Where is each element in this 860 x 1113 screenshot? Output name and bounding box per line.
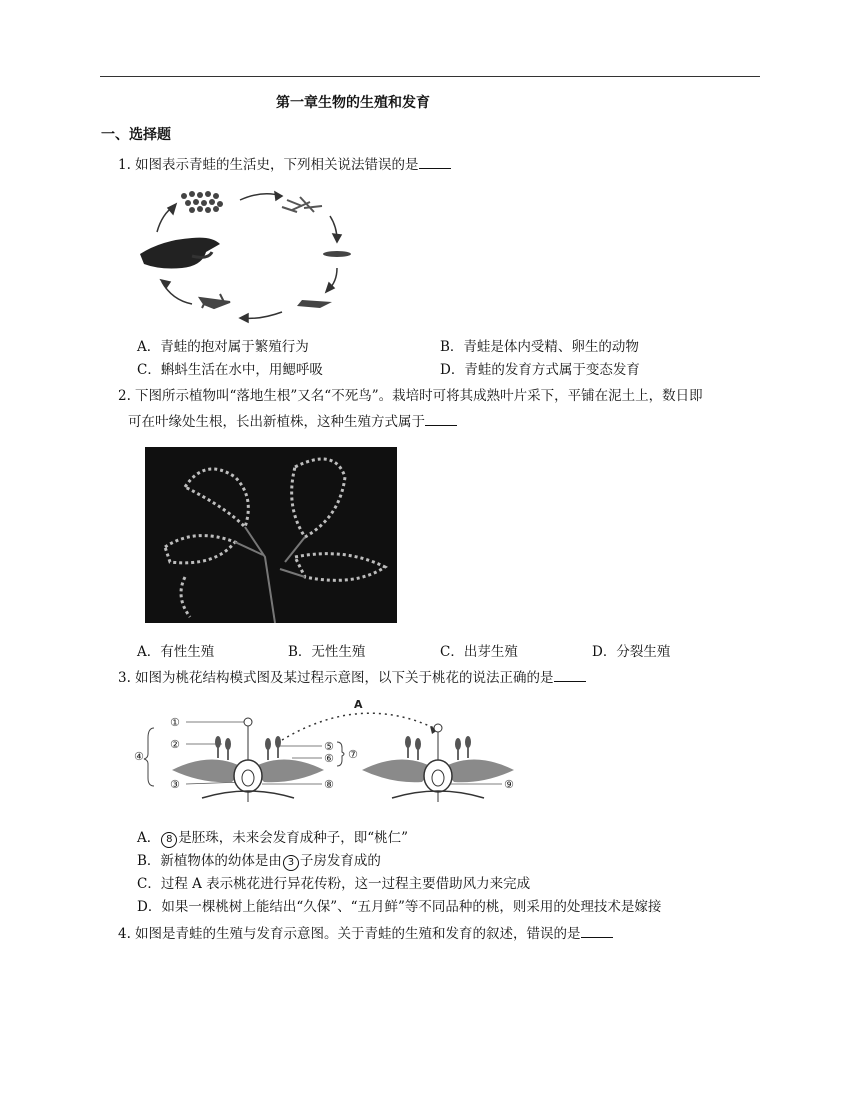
label-a: A [354,698,363,711]
top-rule [100,76,760,77]
section-heading: 一、选择题 [101,127,171,143]
q2-option-a: A．有性生殖 [137,644,215,660]
q1-option-d: D．青蛙的发育方式属于变态发育 [440,362,640,378]
page-title: 第一章生物的生殖和发育 [276,95,430,111]
question-number: 1. [118,157,131,173]
label-4: ④ [134,750,144,763]
question-stem: 如图表示青蛙的生活史，下列相关说法错误的是 [135,157,419,173]
frog-life-cycle-figure [132,182,362,328]
q1-option-a: A．青蛙的抱对属于繁殖行为 [137,339,309,355]
peach-flower-figure [132,698,532,808]
question-number: 4. [118,926,131,942]
question-number: 2. [118,388,131,404]
q2-option-b: B．无性生殖 [288,644,366,660]
question-stem-cont: 可在叶缘处生根，长出新植株，这种生殖方式属于 [128,414,425,430]
pollination-arrow [282,713,438,740]
label-7: ⑦ [348,748,358,761]
q1-option-c: C．蝌蚪生活在水中，用鳃呼吸 [137,362,323,378]
question-number: 3. [118,670,131,686]
adult-frog [140,238,220,269]
question-2-line-2 [128,410,457,434]
frog-eggs [181,191,223,213]
label-5: ⑤ [324,740,334,753]
label-1: ① [170,716,180,729]
q2-option-d: D．分裂生殖 [592,644,671,660]
bryophyllum-photo [145,447,397,623]
circled-number: 3 [283,855,299,871]
q3-option-d: D．如果一棵桃树上能结出“久保”、“五月鲜”等不同品种的桃，则采用的处理技术是嫁接 [137,899,662,915]
question-1 [118,153,451,177]
q3-option-c: C．过程 A 表示桃花进行异花传粉，这一过程主要借助风力来完成 [137,876,531,892]
flower-left [172,718,324,802]
answer-blank [554,667,586,682]
q3-option-b: B．新植物体的幼体是由 3 子房发育成的 [137,853,381,869]
question-stem: 下图所示植物叫“落地生根”又名“不死鸟”。栽培时可将其成熟叶片采下，平铺在泥土上，数日即 [135,388,703,404]
question-4 [118,922,613,946]
question-3 [118,666,586,690]
answer-blank [425,411,457,426]
tadpole [323,251,351,257]
answer-blank [581,923,613,938]
answer-blank [419,154,451,169]
hatchling-tadpoles [282,197,322,212]
q1-option-b: B．青蛙是体内受精、卵生的动物 [440,339,639,355]
label-3: ③ [170,778,180,791]
flower-right [362,724,514,802]
label-8: ⑧ [324,778,334,791]
q3-option-a: A． 8 是胚珠，未来会发育成种子，即“桃仁” [137,830,409,846]
label-2: ② [170,738,180,751]
young-frog [200,294,230,308]
question-2-line-1 [118,384,703,408]
label-6: ⑥ [324,752,334,765]
q2-option-c: C．出芽生殖 [440,644,518,660]
question-stem: 如图为桃花结构模式图及某过程示意图，以下关于桃花的说法正确的是 [135,670,554,686]
circled-number: 8 [161,832,177,848]
tadpole-with-legs [297,300,332,308]
question-stem: 如图是青蛙的生殖与发育示意图。关于青蛙的生殖和发育的叙述，错误的是 [135,926,581,942]
label-9: ⑨ [504,778,514,791]
